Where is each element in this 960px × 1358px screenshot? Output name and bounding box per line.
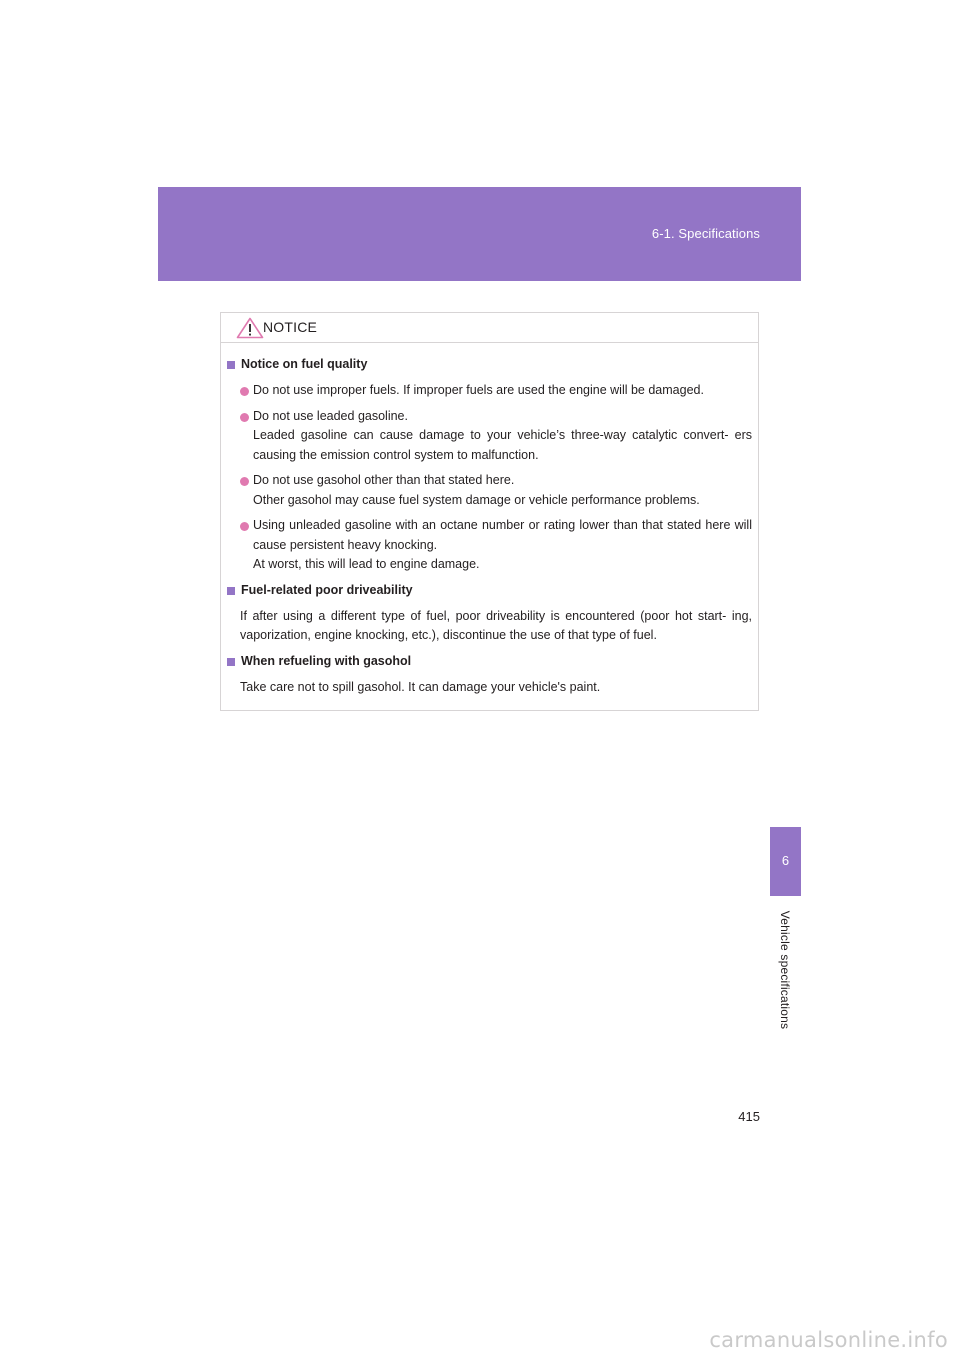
notice-title: NOTICE [263,319,318,335]
paragraph [225,607,752,646]
notice-box [220,312,759,711]
notice-body [221,343,758,697]
bullet-text: Do not use improper fuels. If improper fuels are used the engine will be damaged. [253,383,704,397]
bullet-text: Using unleaded gasoline with an octane number or rating lower than that stated here will cause persistent heavy knocking. [253,518,752,552]
section-heading-fuel-quality [225,355,752,375]
list-item [225,516,752,575]
square-bullet-icon [227,361,235,369]
chapter-number: 6 [781,853,790,868]
list-item [225,407,752,466]
list-item [225,381,752,401]
header-band [158,187,801,281]
section-heading-gasohol [225,652,752,672]
square-bullet-icon [227,658,235,666]
bullet-text: Do not use gasohol other than that stated here. [253,473,515,487]
watermark: carmanualsonline.info [709,1328,948,1352]
list-item [225,471,752,510]
circle-bullet-icon [240,477,249,486]
section-heading-driveability [225,581,752,601]
bullet-text: Leaded gasoline can cause damage to your vehicle’s three-way catalytic convert- ers causing the emission control system to malfunction. [253,428,752,462]
section-title: 6-1. Specifications [651,226,760,241]
bullet-text: Other gasohol may cause fuel system damage or vehicle performance problems. [253,492,700,507]
paragraph [225,678,752,698]
section-heading-text: Notice on fuel quality [241,357,368,372]
circle-bullet-icon [240,387,249,396]
circle-bullet-icon [240,413,249,422]
warning-triangle-icon [236,317,264,339]
bullet-text: At worst, this will lead to engine damage. [253,557,480,571]
paragraph-text: Take care not to spill gasohol. It can damage your vehicle's paint. [240,679,601,694]
chapter-tab [770,827,801,896]
circle-bullet-icon [240,522,249,531]
square-bullet-icon [227,587,235,595]
page-number: 415 [738,1109,760,1124]
notice-header [221,313,758,343]
section-heading-text: Fuel-related poor driveability [241,582,413,597]
paragraph-text: If after using a different type of fuel, poor driveability is encountered (poor hot start- ing, vaporization, engine knocking, etc.), discontinue the use of that type of fuel. [240,608,752,642]
bullet-text: Do not use leaded gasoline. [253,408,408,423]
section-heading-text: When refueling with gasohol [241,653,412,668]
chapter-label: Vehicle specifications [778,910,792,1030]
